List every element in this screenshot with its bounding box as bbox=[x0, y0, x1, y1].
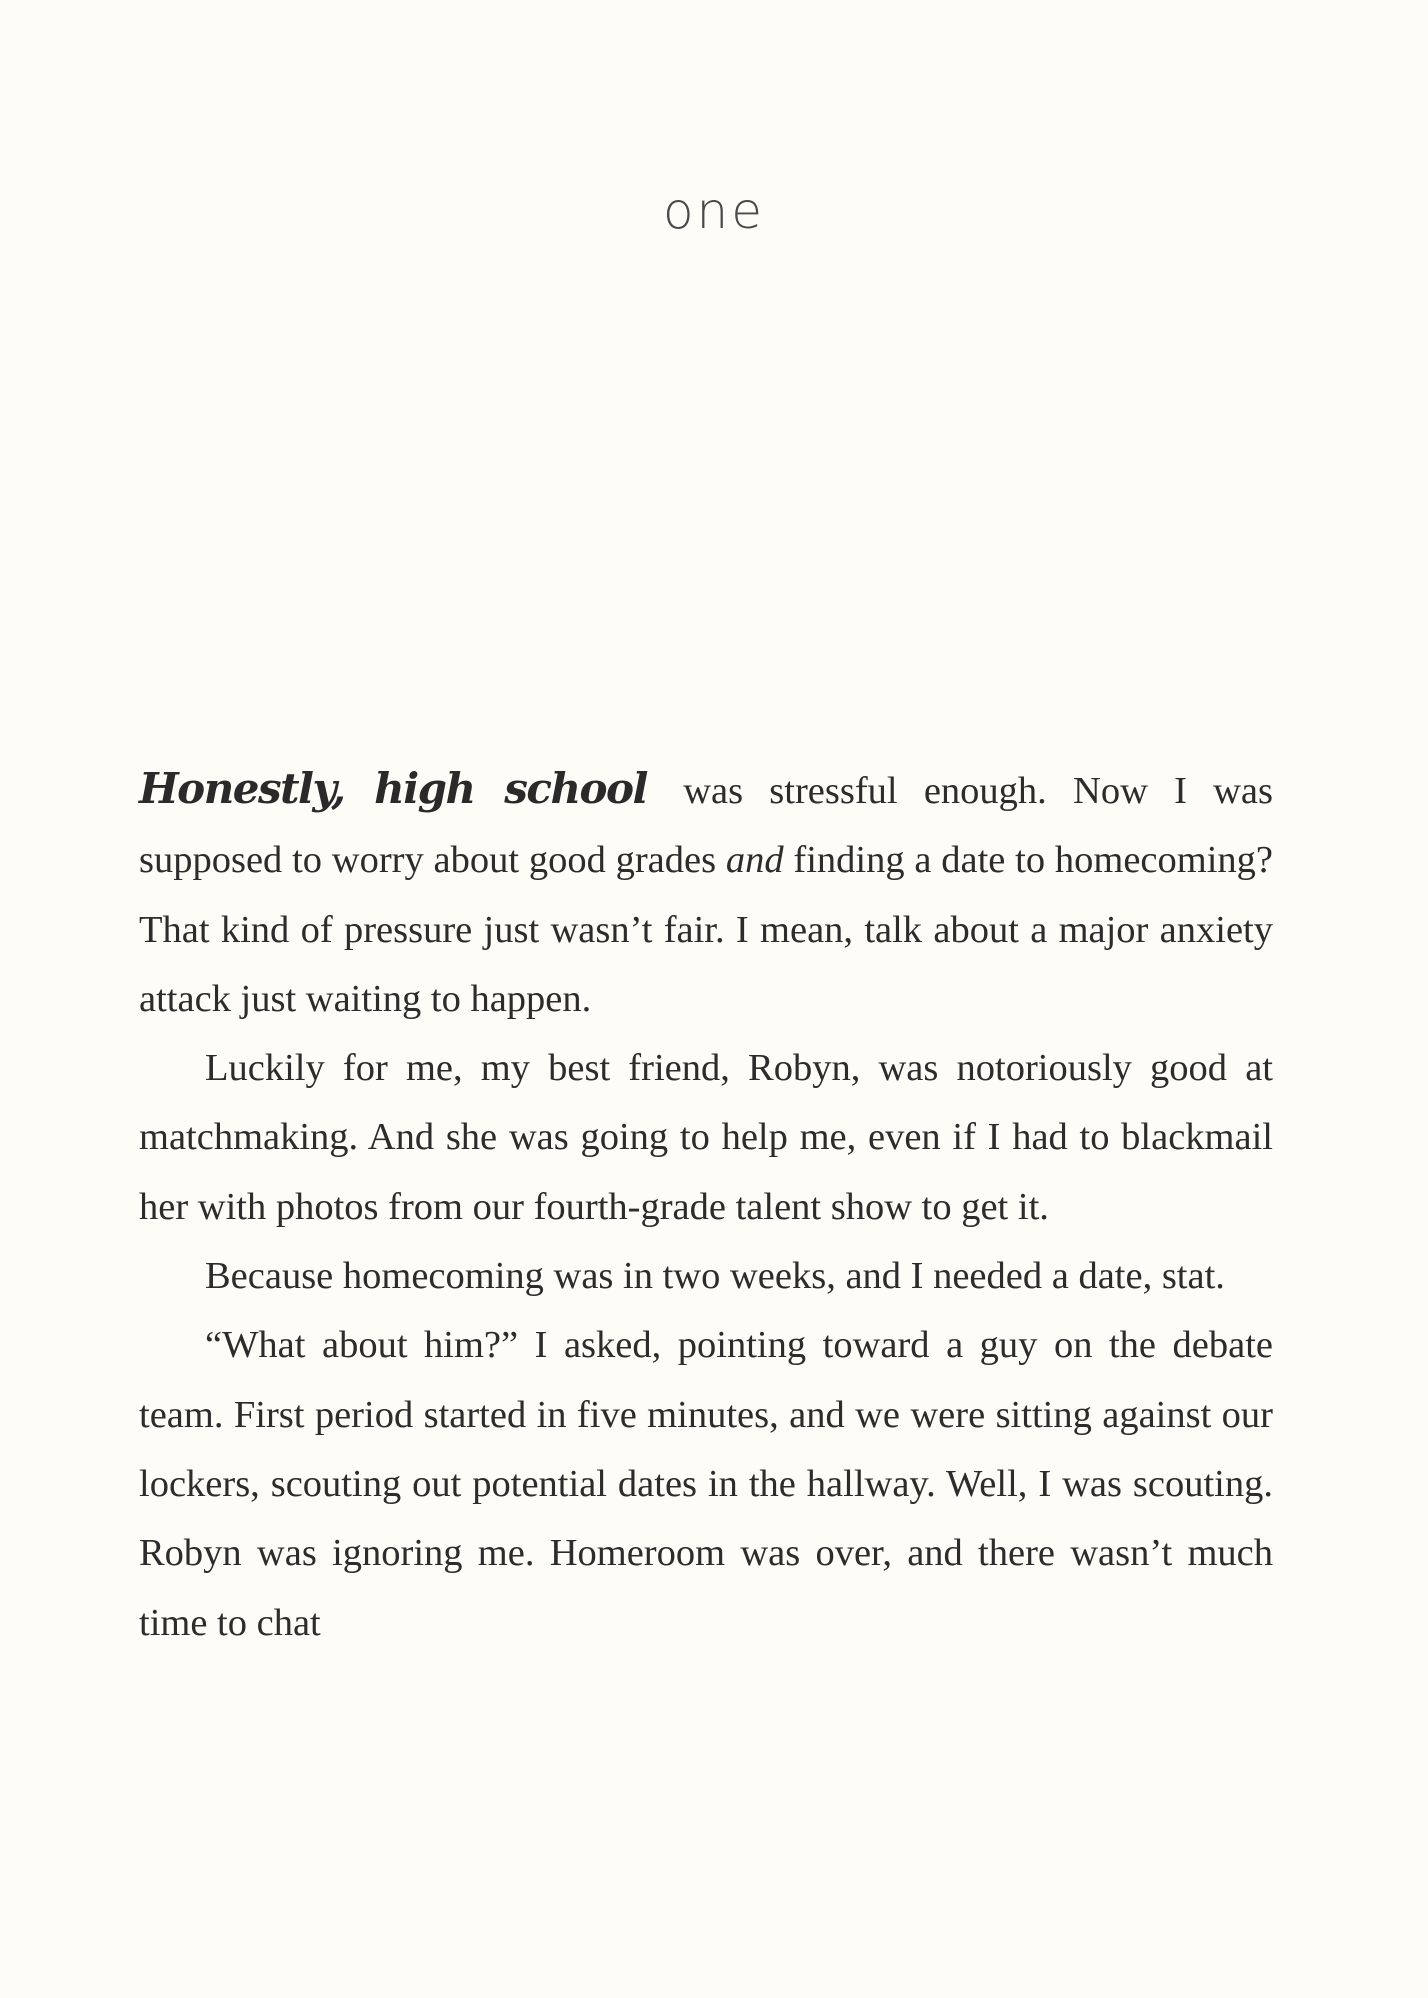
paragraph-3: Because homecoming was in two weeks, and I needed a date, stat. bbox=[205, 1255, 1225, 1298]
paragraph-1-text-b: finding a date to homecoming? That kind of pressure just wasn’t fair. I mean, talk about a major anxiety attack just waiting to happen. bbox=[139, 839, 1273, 1020]
chapter-body bbox=[139, 754, 1273, 1658]
paragraph-1-emphasis: and bbox=[725, 839, 784, 882]
paragraph-2: Luckily for me, my best friend, Robyn, was notoriously good at matchmaking. And she was going to help me, even if I had to blackmail her with photos from our fourth-grade talent show to get it. bbox=[139, 1047, 1273, 1228]
paragraph-1 bbox=[139, 754, 1273, 1034]
paragraph-1-text-a: was stressful enough. Now I was supposed to worry about good grades bbox=[139, 770, 1273, 882]
lead-in-script: Honestly, high school bbox=[139, 764, 648, 813]
chapter-title: one bbox=[662, 182, 766, 240]
paragraph-4: “What about him?” I asked, pointing toward a guy on the debate team. First period started in five minutes, and we were sitting against our lockers, scouting out potential dates in the hallway. Well, I was scouting. Robyn was ignoring me. Homeroom was over, and there wasn’t much time to chat bbox=[139, 1324, 1273, 1644]
